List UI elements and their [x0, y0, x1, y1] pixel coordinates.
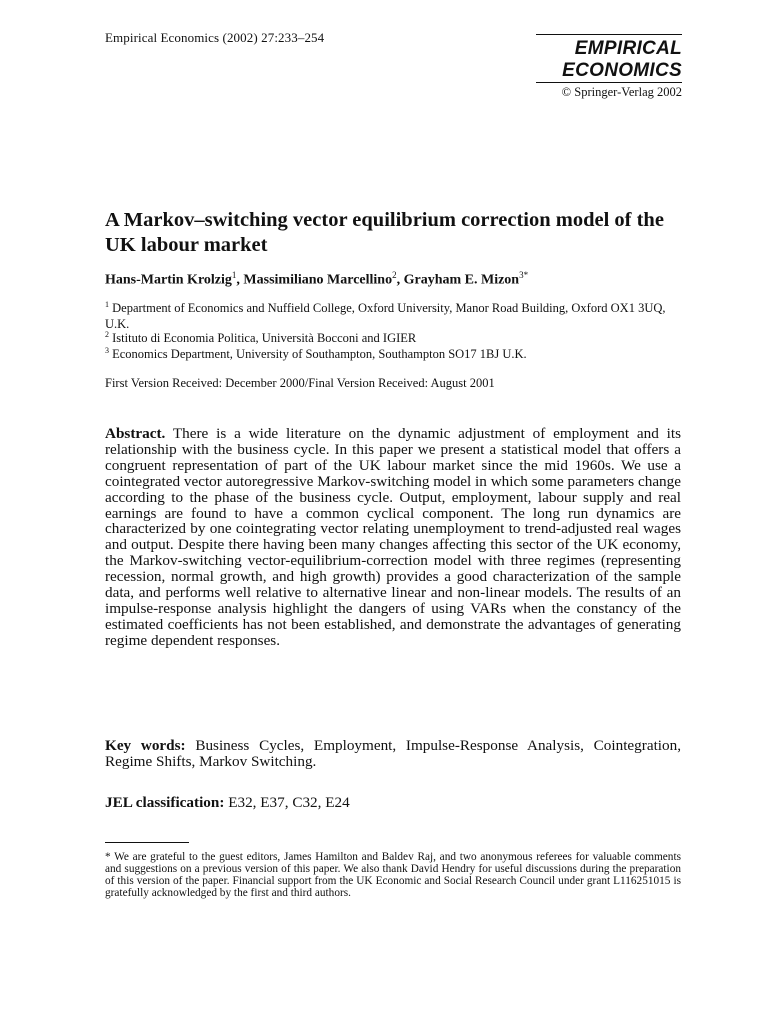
affiliation-number: 2	[105, 330, 109, 339]
keywords-text: Business Cycles, Employment, Impulse-Response Analysis, Cointegration, Regime Shifts, Markov Switching.	[105, 737, 681, 770]
abstract-text: There is a wide literature on the dynamic adjustment of employment and its relationship with the business cycle. In this paper we present a statistical model that offers a congruent representation of part of the UK labour market since the mid 1960s. We use a cointegrated vector autoregressive Markov-switching model in which some parameters change according to the phase of the business cycle. Output, employment, labour supply and real earnings are found to have a common cyclical component. The long run dynamics are characterized by one cointegrating vector relating unemployment to trend-adjusted real wages and output. Despite there having been many changes affecting this sector of the UK economy, the Markov-switching vector-equilibrium-correction model with three regimes (representing recession, normal growth, and high growth) provides a good characterization of the sample data, and performs well relative to alternative linear and non-linear models. The results of an impulse-response analysis highlight the dangers of using VARs when the constancy of the estimated coefficients has not been established, and demonstrate the advantages of generating regime dependent responses.	[105, 425, 681, 649]
journal-brand-block	[536, 34, 682, 100]
article-title: A Markov–switching vector equilibrium correction model of the UK labour market	[105, 209, 664, 256]
author-sep: ,	[236, 272, 244, 288]
author-name: Massimiliano Marcellino	[243, 272, 393, 288]
footnote-text: * We are grateful to the guest editors, James Hamilton and Baldev Raj, and two anonymous referees for valuable comments and suggestions on a previous version of this paper. We also thank David Hendry for useful discussions during the preparation of this version of the paper. Financial support from the UK Economic and Social Research Council under grant L116251015 is gratefully acknowledged by the first and third authors.	[105, 851, 681, 899]
jel-codes: E32, E37, C32, E24	[228, 794, 350, 811]
affiliation-3	[105, 343, 685, 362]
affiliation-text: Istituto di Economia Politica, Università Bocconi and IGIER	[112, 331, 417, 346]
affiliation-number: 1	[105, 300, 109, 309]
copyright-notice: © Springer-Verlag 2002	[561, 85, 682, 99]
brand-rule-bottom	[536, 82, 682, 83]
affiliation-number: 3	[105, 346, 109, 355]
author-name: Grayham E. Mizon	[403, 272, 520, 288]
author-sep: ,	[396, 272, 404, 288]
affiliation-text: Department of Economics and Nuffield College, Oxford University, Manor Road Building, Oxford OX1 3UQ, U.K.	[105, 301, 666, 332]
jel-classification	[105, 794, 681, 812]
brand-line-1: EMPIRICAL	[574, 38, 682, 59]
author-name: Hans-Martin Krolzig	[105, 272, 232, 288]
affiliation-text: Economics Department, University of Southampton, Southampton SO17 1BJ U.K.	[112, 347, 527, 362]
abstract-paragraph	[105, 426, 681, 649]
author-sup: 2	[392, 270, 397, 280]
received-dates: First Version Received: December 2000/Final Version Received: August 2001	[105, 376, 495, 390]
brand-line-2: ECONOMICS	[562, 60, 682, 81]
keywords-label: Key words:	[105, 737, 186, 754]
keywords-paragraph	[105, 738, 681, 770]
footnote-rule	[105, 842, 189, 843]
jel-label: JEL classification:	[105, 794, 225, 811]
author-sup: 3*	[519, 270, 529, 280]
brand-rule	[536, 34, 682, 35]
abstract-label: Abstract.	[105, 425, 166, 442]
author-sup: 1	[231, 270, 237, 280]
journal-reference: Empirical Economics (2002) 27:233–254	[105, 30, 325, 45]
author-list	[105, 270, 685, 289]
